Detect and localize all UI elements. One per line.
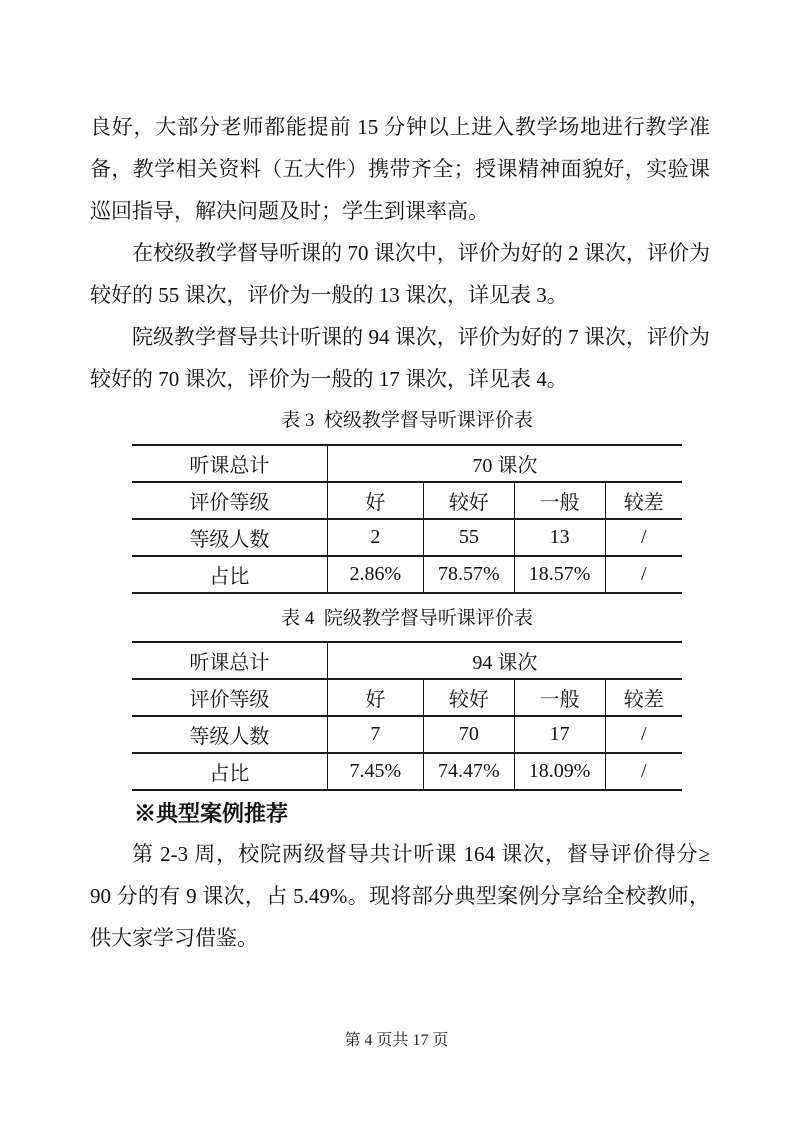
document-content [90,106,710,959]
paragraph-school-supervision-summary: 在校级教学督导听课的 70 课次中，评价为好的 2 课次，评价为较好的 55 课次，评价为一般的 13 课次，详见表 3。 [90,241,710,307]
table4-ratio-label: 占比 [132,753,327,790]
table4-ratio-good: 7.45% [327,753,423,790]
table3-ratio-better: 78.57% [424,556,515,593]
table3-caption: 表 3 校级教学督导听课评价表 [281,410,533,431]
table-row [132,519,682,556]
paragraph-college-supervision-summary: 院级教学督导共计听课的 94 课次，评价为好的 7 课次，评价为较好的 70 课次，评价为一般的 17 课次，详见表 4。 [90,325,710,391]
table3-school-supervision-evaluation [132,444,682,594]
table4-rating-poor: 较差 [605,679,682,716]
table4-rating-average: 一般 [514,679,605,716]
table4-rating-better: 较好 [424,679,515,716]
paragraph-teaching-preparation: 良好，大部分老师都能提前 15 分钟以上进入教学场地进行教学准备，教学相关资料（五大件）携带齐全；授课精神面貌好，实验课巡回指导，解决问题及时；学生到课率高。 [90,115,710,223]
table4-rating-good: 好 [327,679,423,716]
table3-total-value: 70 课次 [327,445,682,482]
table4-caption: 表 4 院级教学督导听课评价表 [281,608,533,629]
table-row [132,753,682,790]
table4-count-better: 70 [424,716,515,753]
table4-total-label: 听课总计 [132,642,327,679]
table3-count-better: 55 [424,519,515,556]
table-row [132,642,682,679]
table4-ratio-average: 18.09% [514,753,605,790]
table3-ratio-poor: / [605,556,682,593]
table3-total-label: 听课总计 [132,445,327,482]
table3-rating-label: 评价等级 [132,482,327,519]
table4-count-poor: / [605,716,682,753]
table3-rating-poor: 较差 [605,482,682,519]
page-footer: 第 4 页共 17 页 [344,1032,449,1049]
table3-rating-better: 较好 [424,482,515,519]
section-heading-typical-cases: ※典型案例推荐 [134,801,289,826]
table4-rating-label: 评价等级 [132,679,327,716]
table-row [132,445,682,482]
table3-count-good: 2 [327,519,423,556]
table-row [132,556,682,593]
table3-count-poor: / [605,519,682,556]
table4-count-label: 等级人数 [132,716,327,753]
paragraph-typical-cases-summary: 第 2-3 周，校院两级督导共计听课 164 课次，督导评价得分≥ 90 分的有 9 课次，占 5.49%。现将部分典型案例分享给全校教师，供大家学习借鉴。 [90,842,710,950]
table-row [132,679,682,716]
table3-rating-average: 一般 [514,482,605,519]
table3-ratio-average: 18.57% [514,556,605,593]
table3-count-label: 等级人数 [132,519,327,556]
table3-rating-good: 好 [327,482,423,519]
table3-ratio-label: 占比 [132,556,327,593]
table3-count-average: 13 [514,519,605,556]
table-row [132,716,682,753]
table4-count-good: 7 [327,716,423,753]
table3-ratio-good: 2.86% [327,556,423,593]
table4-ratio-better: 74.47% [424,753,515,790]
table4-ratio-poor: / [605,753,682,790]
table4-count-average: 17 [514,716,605,753]
table4-college-supervision-evaluation [132,641,682,791]
table4-total-value: 94 课次 [327,642,682,679]
table-row [132,482,682,519]
